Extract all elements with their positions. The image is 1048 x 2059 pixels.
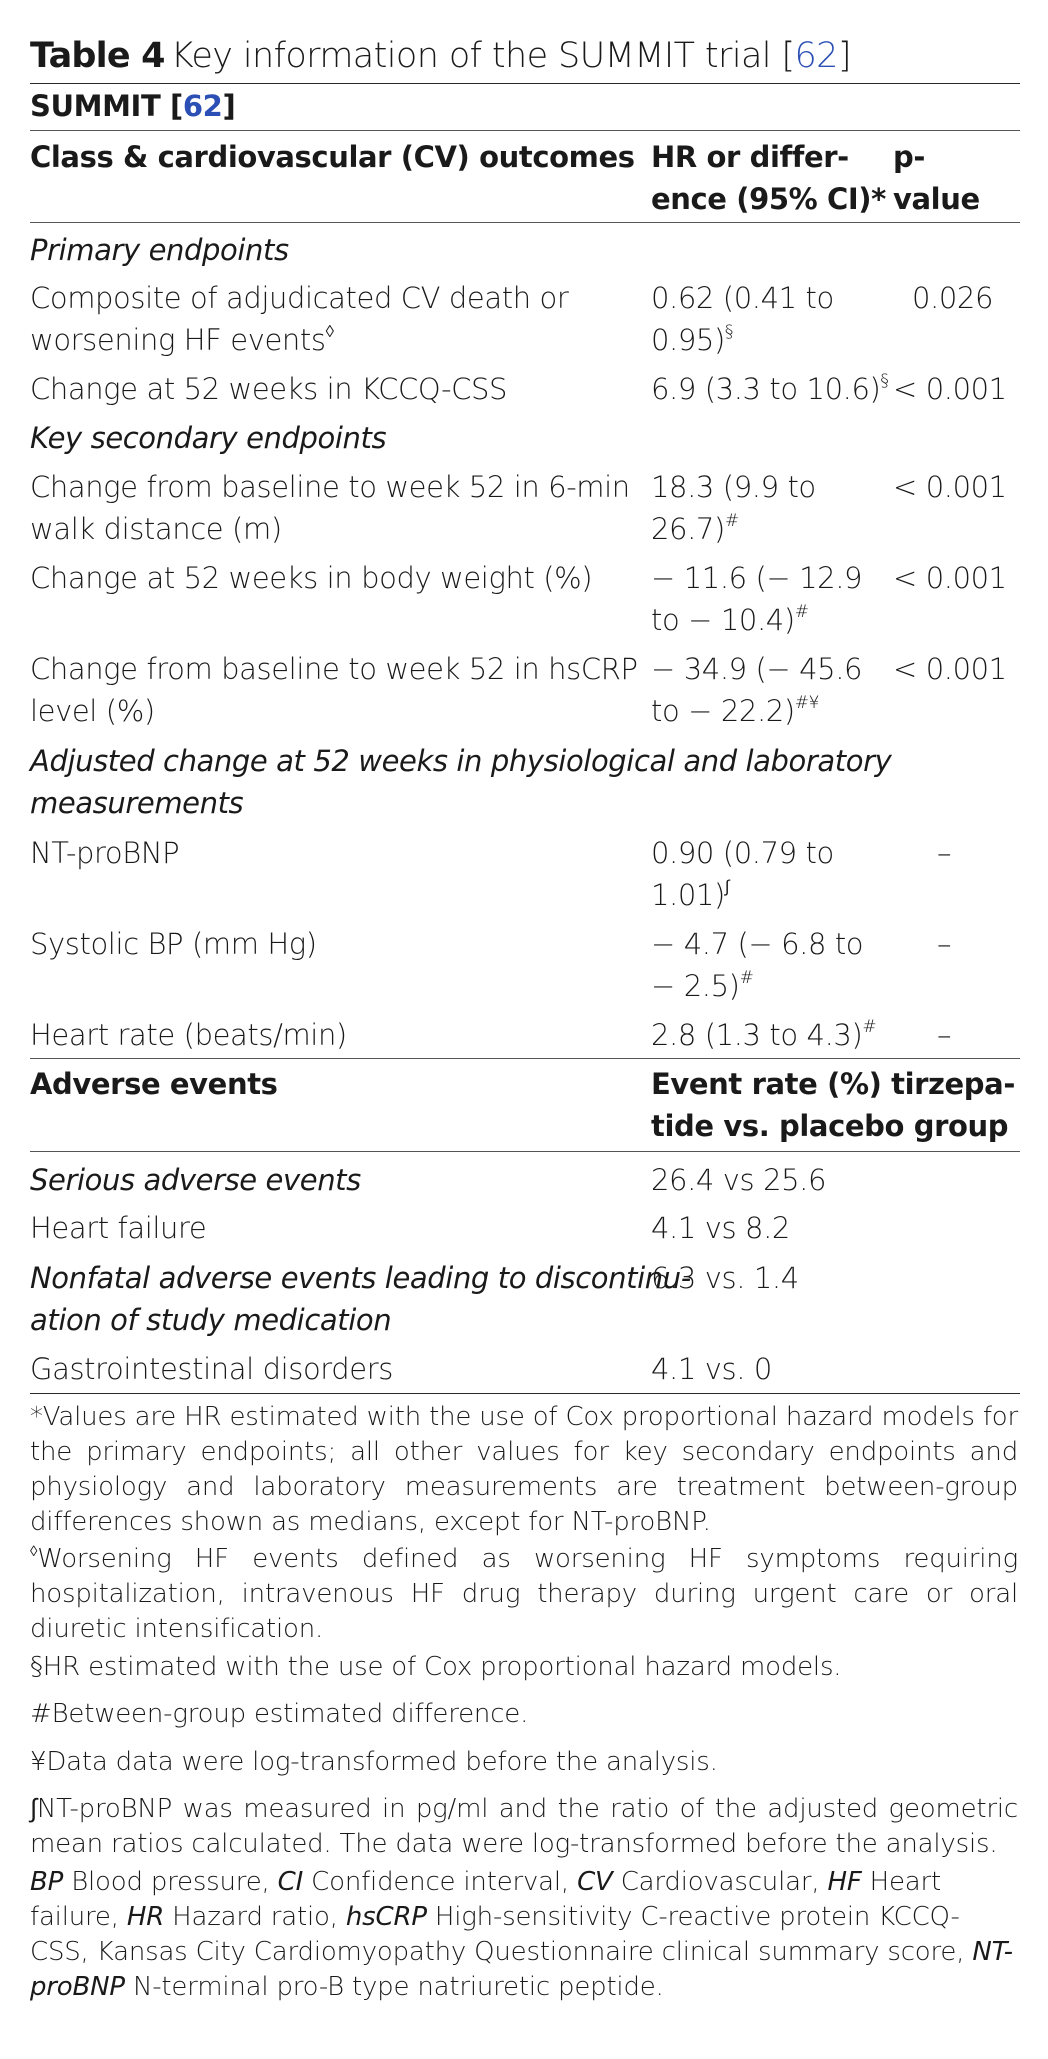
text-fragment: Worsening HF events defined as worsening HF symptoms requiring hospitalization, intravenous HF drug therapy during urgent care or oral diuretic intensification.	[30, 1544, 1018, 1644]
header-p-line2: value	[893, 182, 980, 216]
text-fragment: ]	[222, 89, 236, 123]
row-value: 0.90 (0.79 to	[651, 836, 834, 870]
table-title: Key information of the SUMMIT trial [	[170, 36, 795, 76]
text-fragment: Cardiovascular,	[612, 1867, 828, 1897]
table-caption	[30, 34, 1020, 78]
row-label: level (%)	[30, 694, 155, 728]
text-fragment: 0.95)	[651, 323, 725, 357]
row-value	[651, 690, 819, 732]
row-label: Change at 52 weeks in KCCQ-CSS	[30, 372, 507, 406]
row-p-value: < 0.001	[893, 652, 1007, 686]
header-adverse: Adverse events	[30, 1067, 278, 1101]
row-label: Change at 52 weeks in body weight (%)	[30, 561, 593, 595]
text-fragment: CI	[277, 1867, 304, 1897]
text-fragment: ∫	[724, 877, 730, 897]
row-value	[651, 319, 733, 361]
row-label	[30, 319, 334, 361]
rule-adverse-top	[30, 1058, 1020, 1059]
row-value: 18.3 (9.9 to	[651, 470, 816, 504]
footnote-diamond	[30, 1542, 1018, 1647]
text-fragment: hsCRP	[345, 1902, 427, 1932]
citation-link[interactable]: 62	[794, 36, 838, 76]
text-fragment: SUMMIT [	[30, 89, 183, 123]
text-fragment: ]	[837, 36, 851, 76]
text-fragment: §	[724, 322, 733, 342]
trial-citation-link[interactable]: 62	[182, 89, 223, 123]
text-fragment: #	[862, 1017, 877, 1037]
text-fragment: CV	[577, 1867, 613, 1897]
text-fragment: §	[880, 371, 889, 391]
footnote-star: *Values are HR estimated with the use of Cox proportional hazard models for the primary endpoints; all other values for key secondary endpoints and physiology and laboratory measurements are treatment between-group differences shown as medians, except for NT-proBNP.	[30, 1402, 1018, 1537]
text-fragment: N-terminal pro-B type natriuretic peptide.	[124, 1972, 664, 2002]
row-value	[651, 508, 739, 550]
text-fragment: High-sensitivity C-reactive protein KCCQ-CSS, Kansas City Cardiomyopathy Questionnaire clinical summary score,	[30, 1902, 973, 1967]
row-value: 0.62 (0.41 to	[651, 281, 834, 315]
row-p-value: –	[936, 1018, 952, 1052]
text-fragment: worsening HF events	[30, 323, 326, 357]
adverse-label: ation of study medication	[30, 1303, 392, 1337]
footnote-integral: ∫NT-proBNP was measured in pg/ml and the ratio of the adjusted geometric mean ratios calculated. The data were log-transformed before the analysis.	[30, 1794, 1018, 1859]
adverse-label: Heart failure	[30, 1211, 207, 1245]
header-hr-line1: HR or differ-	[651, 140, 849, 174]
row-value	[651, 368, 889, 410]
row-value	[651, 874, 729, 916]
adverse-value: 6.3 vs. 1.4	[651, 1261, 799, 1295]
adverse-label: Serious adverse events	[30, 1163, 361, 1197]
row-label: Composite of adjudicated CV death or	[30, 281, 569, 315]
text-fragment: 26.7)	[651, 512, 725, 546]
row-p-value: 0.026	[911, 281, 993, 315]
row-value: − 34.9 (− 45.6	[651, 652, 863, 686]
table-label: Table 4	[30, 36, 165, 76]
text-fragment: 1.01)	[651, 878, 725, 912]
row-label: walk distance (m)	[30, 512, 282, 546]
text-fragment: ◊	[325, 322, 334, 342]
text-fragment: #¥	[794, 693, 819, 713]
header-event-rate-line1: Event rate (%) tirzepa-	[651, 1067, 1015, 1101]
adverse-label: Nonfatal adverse events leading to discontinu-	[30, 1261, 691, 1295]
text-fragment: BP	[30, 1867, 64, 1897]
text-fragment: to − 22.2)	[651, 694, 795, 728]
text-fragment: 6.9 (3.3 to 10.6)	[651, 372, 881, 406]
text-fragment: Confidence interval,	[303, 1867, 578, 1897]
text-fragment: HR	[126, 1902, 165, 1932]
adverse-value: 4.1 vs. 0	[651, 1352, 772, 1386]
row-p-value: < 0.001	[893, 561, 1007, 595]
rule-header-top	[30, 130, 1020, 131]
adverse-value: 4.1 vs 8.2	[651, 1211, 790, 1245]
row-value: − 4.7 (− 6.8 to	[651, 927, 864, 961]
text-fragment: #	[739, 968, 754, 988]
row-label: Systolic BP (mm Hg)	[30, 927, 317, 961]
text-fragment: Blood pressure,	[63, 1867, 278, 1897]
text-fragment: 2.8 (1.3 to 4.3)	[651, 1018, 863, 1052]
row-p-value: < 0.001	[893, 372, 1007, 406]
row-p-value: –	[936, 927, 952, 961]
row-label: NT-proBNP	[30, 836, 180, 870]
footnote-hash: #Between-group estimated difference.	[30, 1699, 529, 1729]
row-value: − 11.6 (− 12.9	[651, 561, 863, 595]
rule-adverse-header-bottom	[30, 1151, 1020, 1152]
footnote-section: §HR estimated with the use of Cox proportional hazard models.	[30, 1652, 842, 1682]
footnote-abbreviations	[30, 1865, 1018, 2005]
section-adjusted: Adjusted change at 52 weeks in physiological and laboratory	[30, 744, 892, 778]
row-p-value: –	[936, 836, 952, 870]
text-fragment: NT-proBNP	[30, 1937, 1013, 2002]
row-value	[651, 1014, 876, 1056]
rule-header-bottom	[30, 222, 1020, 223]
row-label: Change from baseline to week 52 in hsCRP	[30, 652, 638, 686]
text-fragment: #	[794, 602, 809, 622]
text-fragment: #	[724, 511, 739, 531]
text-fragment: − 2.5)	[651, 969, 740, 1003]
row-label: Heart rate (beats/min)	[30, 1018, 347, 1052]
adverse-label: Gastrointestinal disorders	[30, 1352, 393, 1386]
header-event-rate-line2: tide vs. placebo group	[651, 1109, 1009, 1143]
text-fragment: to − 10.4)	[651, 603, 795, 637]
section-adjusted: measurements	[30, 786, 244, 820]
trial-name	[30, 85, 235, 127]
text-fragment: HF	[827, 1867, 862, 1897]
text-fragment: ◊	[30, 1542, 38, 1560]
section-secondary: Key secondary endpoints	[30, 421, 387, 455]
row-value	[651, 965, 753, 1007]
row-label: Change from baseline to week 52 in 6-min	[30, 470, 630, 504]
row-value	[651, 599, 809, 641]
text-fragment: Hazard ratio,	[164, 1902, 346, 1932]
rule-table-bottom	[30, 1393, 1020, 1394]
rule-top	[30, 83, 1020, 84]
header-outcomes: Class & cardiovascular (CV) outcomes	[30, 140, 635, 174]
text-fragment: Heart failure,	[30, 1867, 942, 1932]
header-hr-line2: ence (95% CI)*	[651, 182, 886, 216]
footnote-yen: ¥Data data were log-transformed before the analysis.	[30, 1747, 718, 1777]
header-p-line1: p-	[893, 140, 925, 174]
adverse-value: 26.4 vs 25.6	[651, 1163, 827, 1197]
section-primary: Primary endpoints	[30, 233, 289, 267]
row-p-value: < 0.001	[893, 470, 1007, 504]
